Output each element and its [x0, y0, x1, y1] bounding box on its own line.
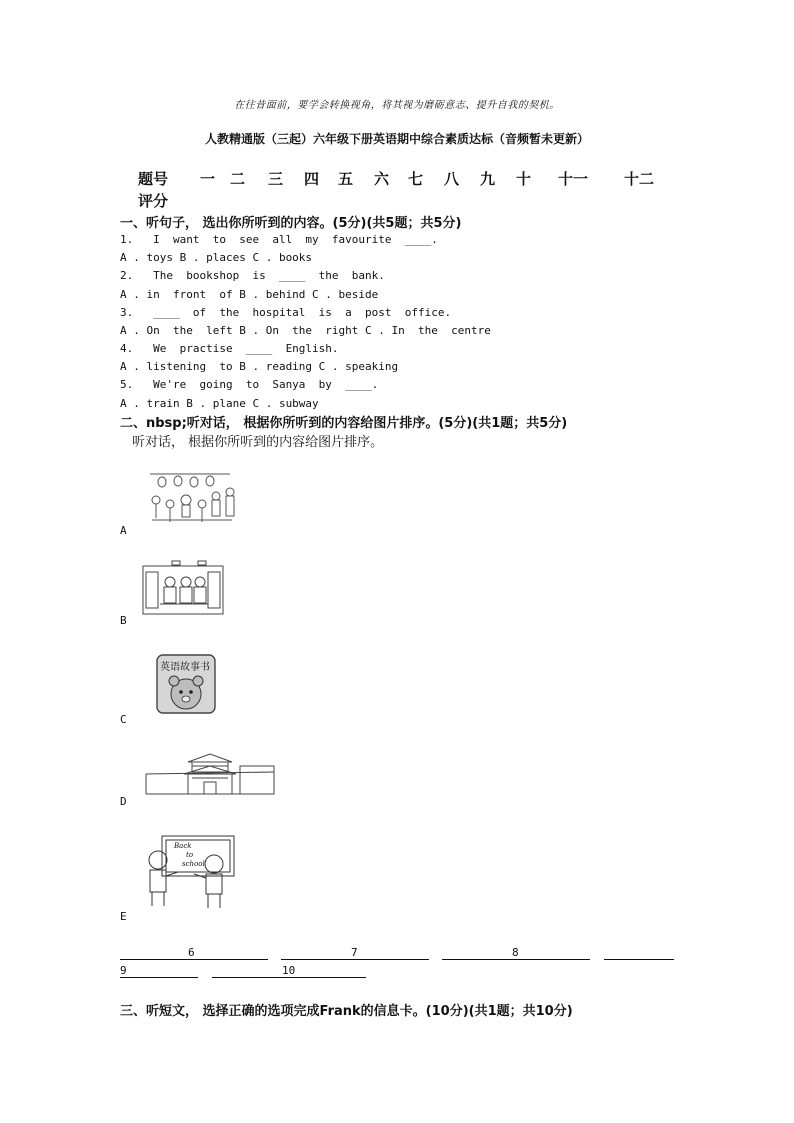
answer-blank-7[interactable] [281, 945, 429, 960]
board-text-to: to [186, 851, 194, 859]
option-letter: A [120, 524, 127, 537]
section-1-heading: 一、听句子， 选出你所听到的内容。(5分)(共5题；共5分) [120, 216, 462, 231]
score-num: 八 [444, 170, 460, 188]
answer-blank-8[interactable] [442, 945, 590, 960]
question-line: 5. We're going to Sanya by ____. [120, 378, 379, 391]
score-num: 十一 [558, 170, 589, 188]
score-num: 十二 [624, 170, 655, 188]
score-num: 五 [338, 170, 354, 188]
blank-number: 6 [188, 946, 195, 959]
question-line: 4. We practise ____ English. [120, 342, 339, 355]
board-text-school: school [182, 860, 205, 868]
blank-number: 10 [282, 964, 296, 977]
options-line: A . toys B . places C . books [120, 251, 313, 264]
options-line: A . train B . plane C . subway [120, 397, 319, 410]
option-letter: C [120, 713, 127, 726]
options-line: A . On the left B . On the right C . In the centre [120, 324, 491, 337]
score-num: 六 [374, 170, 390, 188]
question-line: 1. I want to see all my favourite ____. [120, 233, 438, 246]
options-line: A . in front of B . behind C . beside [120, 288, 379, 301]
score-row-label: 评分 [138, 192, 169, 210]
score-num: 二 [230, 170, 246, 188]
answer-blank-10[interactable] [212, 963, 366, 978]
score-num: 三 [268, 170, 284, 188]
score-num: 九 [480, 170, 496, 188]
blank-number: 7 [351, 946, 358, 959]
score-num: 七 [408, 170, 424, 188]
answer-blank-9[interactable] [120, 963, 198, 978]
section-2-heading: 二、nbsp;听对话， 根据你所听到的内容给图片排序。(5分)(共1题；共5分) [120, 416, 568, 431]
option-letter: B [120, 614, 127, 627]
options-line: A . listening to B . reading C . speaking [120, 360, 399, 373]
motto: 在往昔面前，要学会转换视角，将其视为磨砺意志、提升自我的契机。 [234, 100, 560, 111]
question-line: 2. The bookshop is ____ the bank. [120, 269, 385, 282]
option-letter: E [120, 910, 127, 923]
score-table-label: 题号 [138, 170, 169, 188]
section-2-instruction: 听对话， 根据你所听到的内容给图片排序。 [132, 435, 384, 450]
blank-number: 8 [512, 946, 519, 959]
option-letter: D [120, 795, 127, 808]
board-text-back: Back [174, 842, 192, 850]
picture-b-subway [142, 560, 224, 616]
picture-a-festival [142, 470, 238, 526]
section-3-heading: 三、听短文， 选择正确的选项完成Frank的信息卡。(10分)(共1题；共10分) [120, 1004, 573, 1019]
storybook-label: 英语故事书 [160, 662, 210, 673]
answer-blank-9-start[interactable] [604, 945, 674, 960]
question-line: 3. ____ of the hospital is a post office. [120, 306, 452, 319]
score-num: 四 [304, 170, 320, 188]
score-num: 十 [516, 170, 532, 188]
picture-d-palace [144, 748, 276, 798]
blank-number: 9 [120, 964, 127, 977]
answer-blank-6[interactable] [120, 945, 268, 960]
score-num: 一 [200, 170, 216, 188]
page-title: 人教精通版（三起）六年级下册英语期中综合素质达标（音频暂未更新） [204, 132, 589, 146]
